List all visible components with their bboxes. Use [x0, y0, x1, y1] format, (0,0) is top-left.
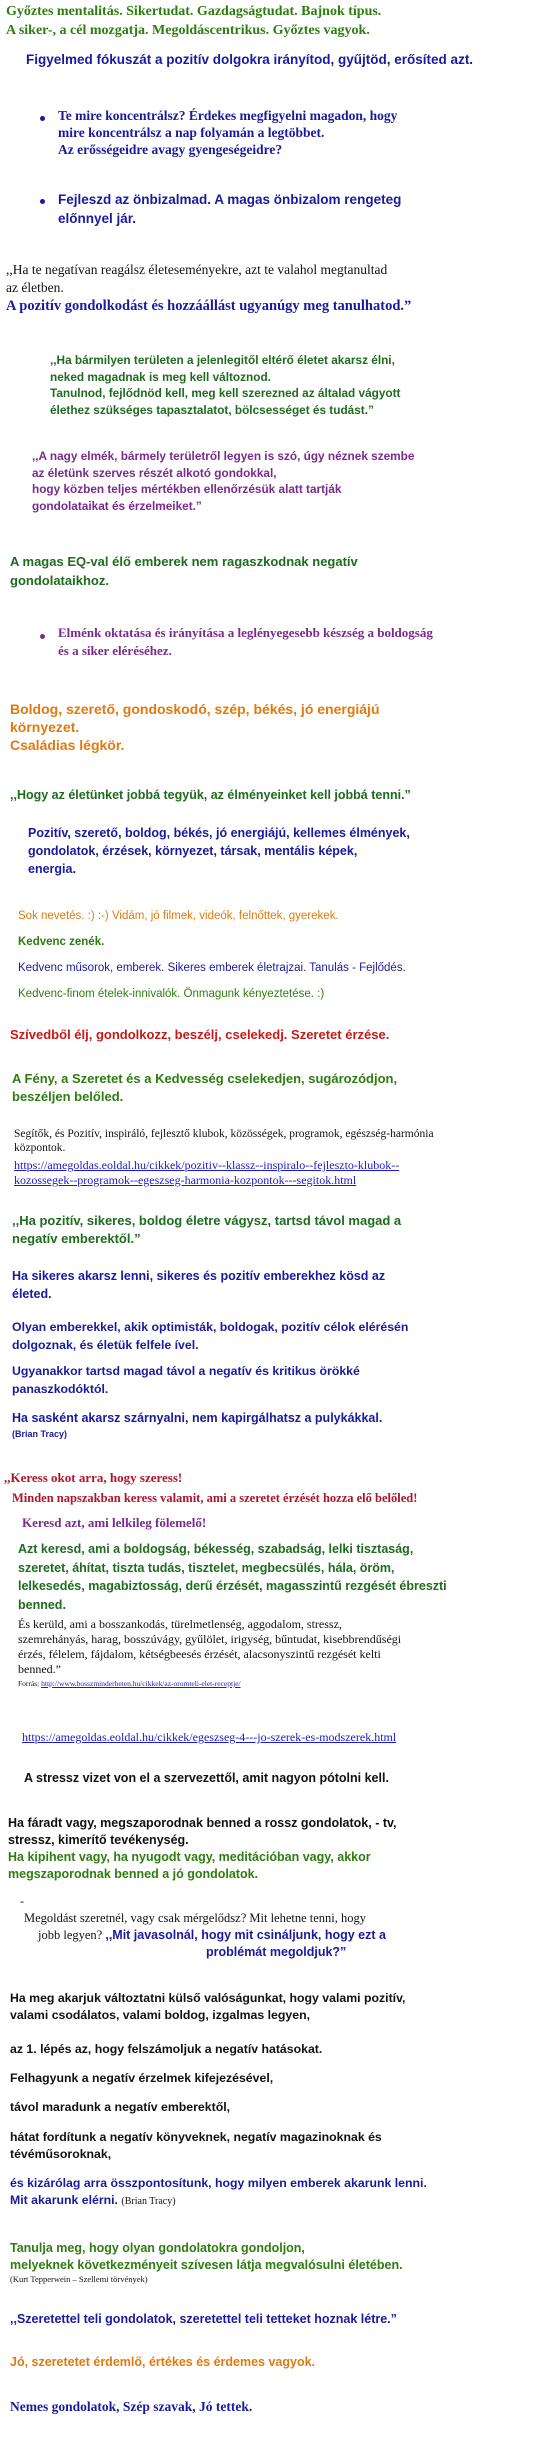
bullet-dot — [40, 634, 45, 639]
solution-line: Megoldást szeretnél, vagy csak mérgelődsz? Mit lehetne tenni, hogy — [24, 1911, 367, 1925]
learn-line: melyeknek következményeit szívesen látja megvalósulni életében. — [10, 2258, 403, 2272]
avoid-line: szemrehányás, harag, bosszúvágy, gyűlölet, irigység, bűntudat, kisebbrendűségi — [18, 1632, 402, 1646]
quote-line: élethez szükséges tapasztalatot, bölcsességet és tudást.” — [50, 402, 374, 417]
avoid-text — [18, 1617, 401, 1677]
focus-heading: Figyelmed fókuszát a pozitív dolgokra irányítod, gyűjtöd, erősíted azt. — [26, 52, 474, 67]
clubs-link-line[interactable]: kozossegek--programok--egeszseg-harmonia-kozpontok---segitok.html — [14, 1173, 357, 1187]
family-line: Családias légkör. — [10, 737, 125, 753]
connect-line: életed. — [12, 1287, 52, 1301]
solution-question: ,,Mit javasolnál, hogy mit csináljunk, hogy ezt a — [105, 1928, 386, 1942]
eq-text — [10, 552, 358, 590]
heart-text: Szívedből élj, gondolkozz, beszélj, cselekedj. Szeretet érzése. — [10, 1027, 390, 1042]
connect-line: Ha sikeres akarsz lenni, sikeres és pozitív emberekhez kösd az — [12, 1269, 386, 1283]
focus-bullet-2 — [58, 190, 401, 228]
intro-line-2: A siker-, a cél mozgatja. Megoldáscentrikus. Győztes vagyok. — [6, 23, 370, 38]
mind-line: Elménk oktatása és irányítása a leglényegesebb készség a boldogság — [58, 625, 433, 640]
optimists-text — [12, 1318, 408, 1354]
virtues-line: lelkesedés, magabiztosság, derű érzését, magasszintű rezgését ébreszti — [18, 1579, 447, 1593]
dash-mark: - — [20, 1894, 24, 1908]
quote-line: ,,Ha bármilyen területen a jelenlegitől eltérő életet akarsz élni, — [50, 353, 395, 367]
health-link[interactable] — [22, 1730, 396, 1745]
light-line: A Fény, a Szeretet és a Kedvesség cselekedjen, sugározódjon, — [12, 1071, 398, 1086]
focus2-line: Mit akarunk elérni. — [10, 2193, 118, 2207]
bullet-dot — [40, 199, 45, 204]
intro-line-1: Győztes mentalitás. Sikertudat. Gazdagságtudat. Bajnok típus. — [6, 4, 382, 19]
keep-away-text — [12, 1362, 360, 1398]
rested-line: Ha kipihent vagy, ha nyugodt vagy, meditációban vagy, akkor — [8, 1850, 371, 1864]
negative-block — [6, 261, 551, 315]
quote-great-minds — [32, 448, 414, 514]
learn-text — [10, 2240, 403, 2274]
focus-bullet-1-line: mire koncentrálsz a nap folyamán a legtöbbet. — [58, 125, 325, 140]
change-line: valami csodálatos, valami boldog, izgalmas legyen, — [10, 2008, 311, 2022]
virtues-text — [18, 1540, 447, 1614]
positive-list — [28, 824, 410, 878]
quote-line: Tanulnod, fejlődnöd kell, meg kell szerezned az általad vágyott — [50, 386, 401, 400]
optimists-line: dolgoznak, és életük felfele ível. — [12, 1338, 199, 1352]
rested-line: megszaporodnak benned a jó gondolatok. — [8, 1867, 259, 1881]
fun-text: Sok nevetés. :) :-) Vidám, jó filmek, videók, felnőttek, gyerekek. — [18, 910, 339, 922]
stress-text: A stressz vizet von el a szervezettől, amit nagyon pótolni kell. — [24, 1771, 389, 1785]
solution-question-end: problémát megoldjuk?” — [206, 1945, 347, 1959]
keep-away-line: panaszkodóktól. — [12, 1382, 109, 1396]
bullet-dot — [40, 116, 45, 121]
turn-line: hátat fordítunk a negatív könyveknek, negatív magazinoknak és — [10, 2130, 382, 2144]
virtues-line: szeretet, áhítat, tiszta tudás, tisztelet, megbecsülés, hála, öröm, — [18, 1560, 395, 1575]
turn-text — [10, 2129, 382, 2163]
source-label: Forrás: — [18, 1679, 42, 1688]
family-line: környezet. — [10, 719, 80, 735]
seek-subheading: Minden napszakban keress valamit, ami a szeretet érzését hozza elő belőled! — [12, 1491, 418, 1505]
connect-text — [12, 1267, 385, 1303]
quote-line: az életünk szerves részét alkotó gondokkal, — [32, 465, 277, 480]
music-text: Kedvenc zenék. — [18, 936, 105, 948]
love-quote: ,,Szeretettel teli gondolatok, szeretettel teli tetteket hoznak létre.” — [10, 2312, 397, 2326]
quote-line: hogy közben teljes mértékben ellenőrzésük alatt tartják — [32, 482, 342, 496]
negative-line: az életben. — [6, 280, 64, 295]
positive-line: energia. — [28, 862, 76, 876]
negative-line: ,,Ha te negatívan reagálsz életeseményekre, azt te valahol megtanultad — [6, 262, 388, 277]
uplift-text: Keresd azt, ami lelkileg fölemelő! — [22, 1515, 207, 1530]
intro-text — [6, 2, 551, 40]
source-link[interactable]: http://www.bosszminderheten.hu/cikkek/az-oromteli-elet-receptje/ — [41, 1679, 241, 1688]
quote-line: ,,A nagy elmék, bármely területről legyen is szó, úgy néznek szembe — [32, 449, 415, 463]
focus-bullet-2-line: előnnyel jár. — [58, 211, 137, 226]
keep-away-line: Ugyanakkor tartsd magad távol a negatív és kritikus örökké — [12, 1364, 360, 1378]
tracy-attribution-2: (Brian Tracy) — [121, 2196, 176, 2207]
positive-line: Pozitív, szerető, boldog, békés, jó energiájú, kellemes élmények, — [28, 826, 410, 840]
focus-bullet-2-line: Fejleszd az önbizalmad. A magas önbizalom rengeteg — [58, 192, 402, 207]
worthy-text: Jó, szeretetet érdemlő, értékes és érdemes vagyok. — [10, 2355, 316, 2369]
learn-line: Tanulja meg, hogy olyan gondolatokra gondoljon, — [10, 2241, 305, 2255]
avoid-line: És kerüld, ami a bosszankodás, türelmetlenség, aggodalom, stressz, — [18, 1617, 342, 1631]
optimists-line: Olyan emberekkel, akik optimisták, boldogak, pozitív célok elérésén — [12, 1320, 409, 1334]
eagle-text: Ha sasként akarsz szárnyalni, nem kapirgálhatsz a pulykákkal. — [12, 1411, 383, 1425]
noble-text: Nemes gondolatok, Szép szavak, Jó tettek. — [10, 2399, 253, 2414]
family-text — [10, 700, 380, 754]
focus-bullet-1-line: Te mire koncentrálsz? Érdekes megfigyelni magadon, hogy — [58, 108, 398, 123]
health-link-text[interactable]: https://amegoldas.eoldal.hu/cikkek/egeszseg-4---jo-szerek-es-modszerek.html — [22, 1730, 397, 1744]
clubs-line: Segítők, és Pozitív, inspiráló, fejlesztő klubok, közösségek, programok, egészség-harmónia — [14, 1128, 434, 1140]
focus2-text — [10, 2175, 427, 2210]
positive-line: gondolatok, érzések, környezet, társak, mentális képek, — [28, 844, 358, 858]
success-quote — [12, 1212, 401, 1248]
clubs-link[interactable] — [14, 1158, 399, 1188]
change-line: Ha meg akarjuk változtatni külső valóságunkat, hogy valami pozitív, — [10, 1991, 406, 2005]
mind-line: és a siker eléréséhez. — [58, 643, 172, 658]
stop-text: Felhagyunk a negatív érzelmek kifejezésével, — [10, 2071, 274, 2085]
rested-text — [8, 1849, 371, 1883]
clubs-text — [14, 1127, 434, 1155]
source-line — [18, 1679, 241, 1689]
light-line: beszéljen belőled. — [12, 1089, 124, 1104]
quote-line: gondolataikat és érzelmeiket.” — [32, 498, 202, 513]
better-quote: ,,Hogy az életünket jobbá tegyük, az élményeinket kell jobbá tenni.” — [10, 788, 411, 802]
avoid-line: benned.” — [18, 1662, 61, 1676]
turn-line: tévéműsoroknak, — [10, 2147, 112, 2161]
tired-text — [8, 1815, 397, 1849]
tired-line: Ha fáradt vagy, megszaporodnak benned a rossz gondolatok, - tv, — [8, 1816, 397, 1830]
mind-text — [58, 624, 433, 660]
change-text — [10, 1990, 405, 2024]
step1-text: az 1. lépés az, hogy felszámoljuk a negatív hatásokat. — [10, 2042, 323, 2056]
solution-line: jobb legyen? — [38, 1928, 106, 1942]
virtues-line: benned. — [18, 1597, 66, 1612]
avoid-line: érzés, félelem, fájdalom, kétségbeesés érzését, alacsonyszintű rezgését kelti — [18, 1647, 381, 1661]
quote-change — [50, 352, 401, 418]
kurt-attribution: (Kurt Tepperwein – Szellemi törvények) — [10, 2274, 148, 2284]
food-text: Kedvenc-finom ételek-innivalók. Önmagunk kényeztetése. :) — [18, 988, 325, 1000]
focus-bullet-1 — [58, 107, 397, 158]
negative-line: A pozitív gondolkodást és hozzáállást ugyanúgy meg tanulhatod.” — [6, 298, 412, 314]
success-line: negatív emberektől.” — [12, 1231, 141, 1246]
shows-text: Kedvenc műsorok, emberek. Sikeres emberek életrajzai. Tanulás - Fejlődés. — [18, 962, 406, 974]
seek-heading: ,,Keress okot arra, hogy szeress! — [4, 1470, 183, 1485]
virtues-line: Azt keresd, ami a boldogság, békesség, szabadság, lelki tisztaság, — [18, 1542, 414, 1556]
focus2-line: és kizárólag arra összpontosítunk, hogy milyen emberek akarunk lenni. — [10, 2176, 427, 2190]
focus-bullet-1-line: Az erősségeidre avagy gyengeségeidre? — [58, 142, 283, 157]
family-line: Boldog, szerető, gondoskodó, szép, békés, jó energiájú — [10, 701, 380, 717]
eq-line: gondolataikhoz. — [10, 573, 109, 588]
light-text — [12, 1070, 397, 1106]
distance-text: távol maradunk a negatív emberektől, — [10, 2100, 231, 2114]
eq-line: A magas EQ-val élő emberek nem ragaszkodnak negatív — [10, 554, 358, 569]
solution-text — [24, 1910, 544, 1961]
clubs-link-line[interactable]: https://amegoldas.eoldal.hu/cikkek/pozitiv--klassz--inspiralo--fejleszto-klubok-- — [14, 1158, 400, 1172]
tired-line: stressz, kimerítő tevékenység. — [8, 1833, 189, 1847]
clubs-line: központok. — [14, 1142, 66, 1154]
tracy-attribution: (Brian Tracy) — [12, 1429, 68, 1439]
quote-line: neked magadnak is meg kell változnod. — [50, 369, 271, 384]
success-line: ,,Ha pozitív, sikeres, boldog életre vágysz, tartsd távol magad a — [12, 1213, 402, 1228]
